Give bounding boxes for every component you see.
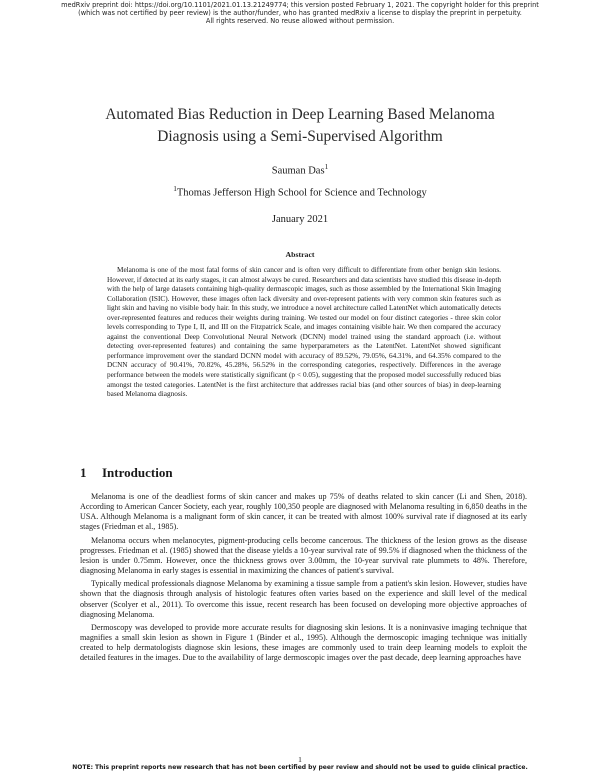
section-title: Introduction [102, 465, 173, 480]
affiliation-line [0, 182, 600, 200]
introduction-body [80, 492, 527, 667]
paragraph: Melanoma occurs when melanocytes, pigment-producing cells become cancerous. The thickness of the lesion grows as the disease progresses. Friedman et al. (1985) showed that the disease yields a 10-year survival rate of 99.5% if diagnosed when the thickness of the lesion is under 0.75mm. However, once the thickness grows over 3.00mm, the 10-year survival rate plummets to 48%. Therefore, diagnosing Melanoma in early stages is essential in maximizing the chances of patient's survival. [80, 535, 527, 576]
page-number: 1 [298, 755, 302, 764]
preprint-notice-line2: (which was not certified by peer review) is the author/funder, who has granted medRxiv a license to display the preprint in perpetuity. [78, 9, 522, 17]
author-name: Sauman Das [271, 165, 325, 177]
abstract-text: Melanoma is one of the most fatal forms of skin cancer and is often very difficult to differentiate from other benign skin lesions. However, if detected at its early stages, it can almost always be cured. Researchers and data scientists have studied this disease in-depth with the help of large datasets containing high-quality dermascopic images, such as those assembled by the International Skin Imaging Collaboration (ISIC). However, these images often lack diversity and over-represent patients with very common skin features such as light skin and having no visible body hair. In this study, we introduce a novel architecture called LatentNet which automatically detects over-represented features and reduces their weights during training. We tested our model on four distinct categories - three skin color levels corresponding to Type I, II, and III on the Fitzpatrick Scale, and images containing visible hair. We then compared the accuracy against the conventional Deep Convolutional Neural Network (DCNN) model trained using the standard approach (i.e. without detecting over-represented features) and containing the same hyperparameters as the LatentNet. LatentNet showed significant performance improvement over the standard DCNN model with accuracy of 89.52%, 79.05%, 64.31%, and 64.35% compared to the DCNN accuracy of 90.41%, 70.82%, 45.28%, 56.52% in the corresponding categories, respectively. Differences in the average performance between the models were statistically significant (p < 0.05), suggesting that the proposed model successfully reduced bias amongst the tested categories. LatentNet is the first architecture that addresses racial bias (and other sources of bias) in deep-learning based Melanoma diagnosis. [107, 266, 501, 399]
paragraph: Melanoma is one of the deadliest forms of skin cancer and makes up 75% of deaths related to skin cancer (Li and Shen, 2018). According to American Cancer Society, each year, roughly 100,350 people are diagnosed with Melanoma resulting in 6,850 deaths in the USA. Although Melanoma is a malignant form of skin cancer, it can be treated with almost 100% survival rate if diagnosed at its early stages (Friedman et al., 1985). [80, 492, 527, 532]
section-number: 1 [80, 465, 87, 480]
paper-title [60, 104, 540, 148]
abstract-heading: Abstract [285, 250, 315, 259]
paper-title-line1: Automated Bias Reduction in Deep Learning Based Melanoma [105, 106, 495, 123]
paper-date: January 2021 [271, 214, 329, 225]
section-heading-introduction [80, 465, 173, 481]
affiliation-name: Thomas Jefferson High School for Science and Technology [176, 187, 427, 199]
author-affiliation-mark: 1 [324, 162, 329, 171]
affiliation-mark: 1 [173, 184, 177, 193]
paragraph: Dermoscopy was developed to provide more accurate results for diagnosing skin lesions. It is a noninvasive imaging technique that magnifies a small skin lesion as shown in Figure 1 (Binder et al., 1995). Although the dermoscopic imaging technique was initially created to help dermatologists diagnose skin lesions, these images are commonly used to train deep learning models to exploit the detailed features in the images. Due to the availability of large dermoscopic images over the past decade, deep learning approaches have [80, 622, 527, 663]
paragraph: Typically medical professionals diagnose Melanoma by examining a tissue sample from a patient's skin lesion. However, studies have shown that the diagnosis through analysis of histologic features often varies based on the experience and skill level of the medical observer (Scolyer et al., 2011). To overcome this issue, recent research has been focused on developing more objective approaches of diagnosing Melanoma. [80, 579, 527, 619]
preprint-notice-line3: All rights reserved. No reuse allowed without permission. [205, 17, 395, 25]
author-line [0, 160, 600, 178]
preprint-notice-line1: medRxiv preprint doi: https://doi.org/10.1101/2021.01.13.21249774; this version posted February 1, 2021. The copyright holder for this preprint [61, 1, 539, 9]
paper-title-line2: Diagnosis using a Semi-Supervised Algorithm [157, 128, 443, 145]
preprint-notice [0, 1, 600, 25]
footer-note: NOTE: This preprint reports new research that has not been certified by peer review and should not be used to guide clinical practice. [72, 764, 528, 771]
